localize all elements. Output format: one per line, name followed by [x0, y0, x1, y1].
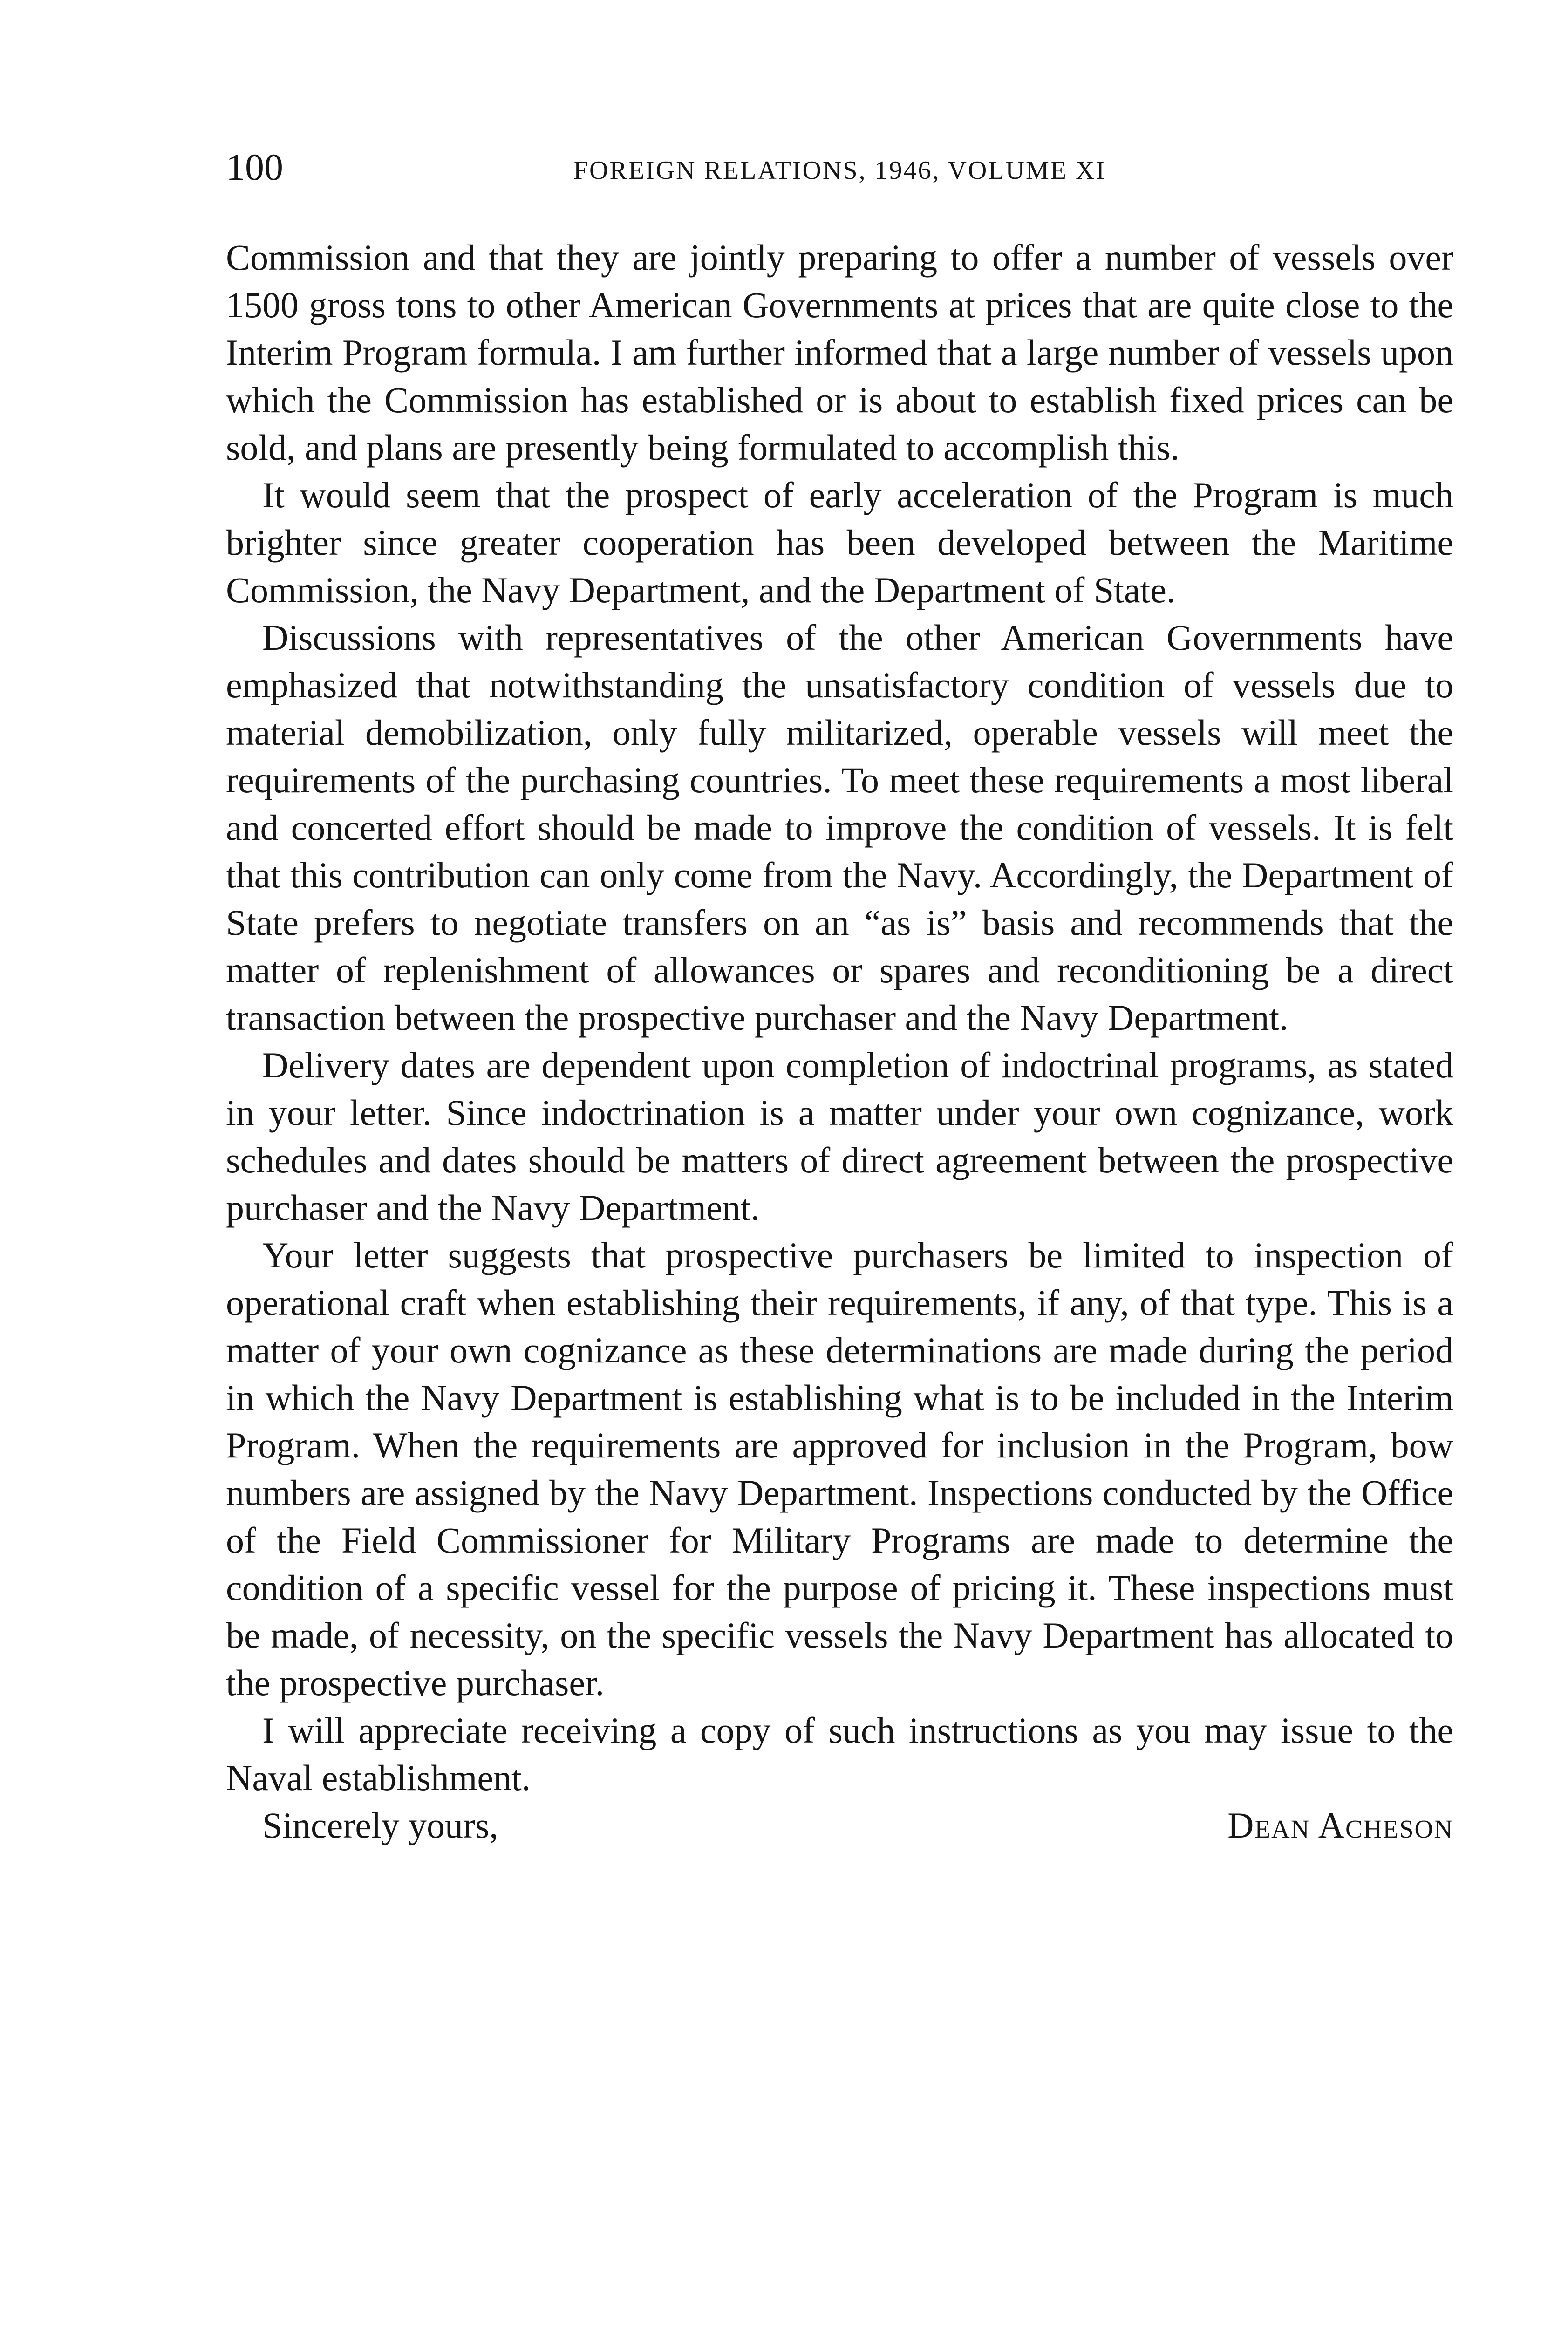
paragraph: Discussions with representatives of the other American Governments have emphasized that notwithstanding the unsatisfactory condition of vessels due to material demobilization, only fully militarized, operable vessels will meet the requirements of the purchasing countries. To meet these requirements a most liberal and concerted effort should be made to improve the condition of vessels. It is felt that this contribution can only come from the Navy. Accordingly, the Department of State prefers to negotiate transfers on an “as is” basis and recommends that the matter of replenishment of allowances or spares and reconditioning be a direct transaction between the prospective purchaser and the Navy Department. [226, 617, 1453, 1038]
letter-closing [226, 1802, 1453, 1849]
paragraph: Your letter suggests that prospective purchasers be limited to inspection of operational craft when establishing their requirements, if any, of that type. This is a matter of your own cognizance as these determinations are made during the period in which the Navy Department is establishing what is to be included in the Interim Program. When the requirements are approved for inclusion in the Program, bow numbers are assigned by the Navy Department. Inspections conducted by the Office of the Field Commissioner for Military Programs are made to determine the condition of a specific vessel for the purpose of pricing it. These inspections must be made, of necessity, on the specific vessels the Navy Department has allocated to the prospective purchaser. [226, 1235, 1453, 1703]
paragraph: I will appreciate receiving a copy of such instructions as you may issue to the Naval establishment. [226, 1710, 1453, 1798]
page-number: 100 [226, 146, 283, 188]
signature: Dean Acheson [1227, 1805, 1453, 1845]
document-page [226, 148, 1453, 1849]
letter-body [226, 234, 1453, 1849]
paragraph: Delivery dates are dependent upon completion of indoctrinal programs, as stated in your letter. Since indoctrination is a matter under your own cognizance, work schedules and dates should be matters of direct agreement between the prospective purchaser and the Navy Department. [226, 1045, 1453, 1228]
salutation: Sincerely yours, [262, 1805, 498, 1845]
paragraph: Commission and that they are jointly preparing to offer a number of vessels over 1500 gross tons to other American Governments at prices that are quite close to the Interim Program formula. I am further informed that a large number of vessels upon which the Commission has established or is about to establish fixed prices can be sold, and plans are presently being formulated to accomplish this. [226, 237, 1453, 468]
running-title: FOREIGN RELATIONS, 1946, VOLUME XI [573, 156, 1106, 185]
running-head [226, 148, 1453, 204]
paragraph: It would seem that the prospect of early acceleration of the Program is much brighter since greater cooperation has been developed between the Maritime Commission, the Navy Department, and the Department of State. [226, 475, 1453, 610]
